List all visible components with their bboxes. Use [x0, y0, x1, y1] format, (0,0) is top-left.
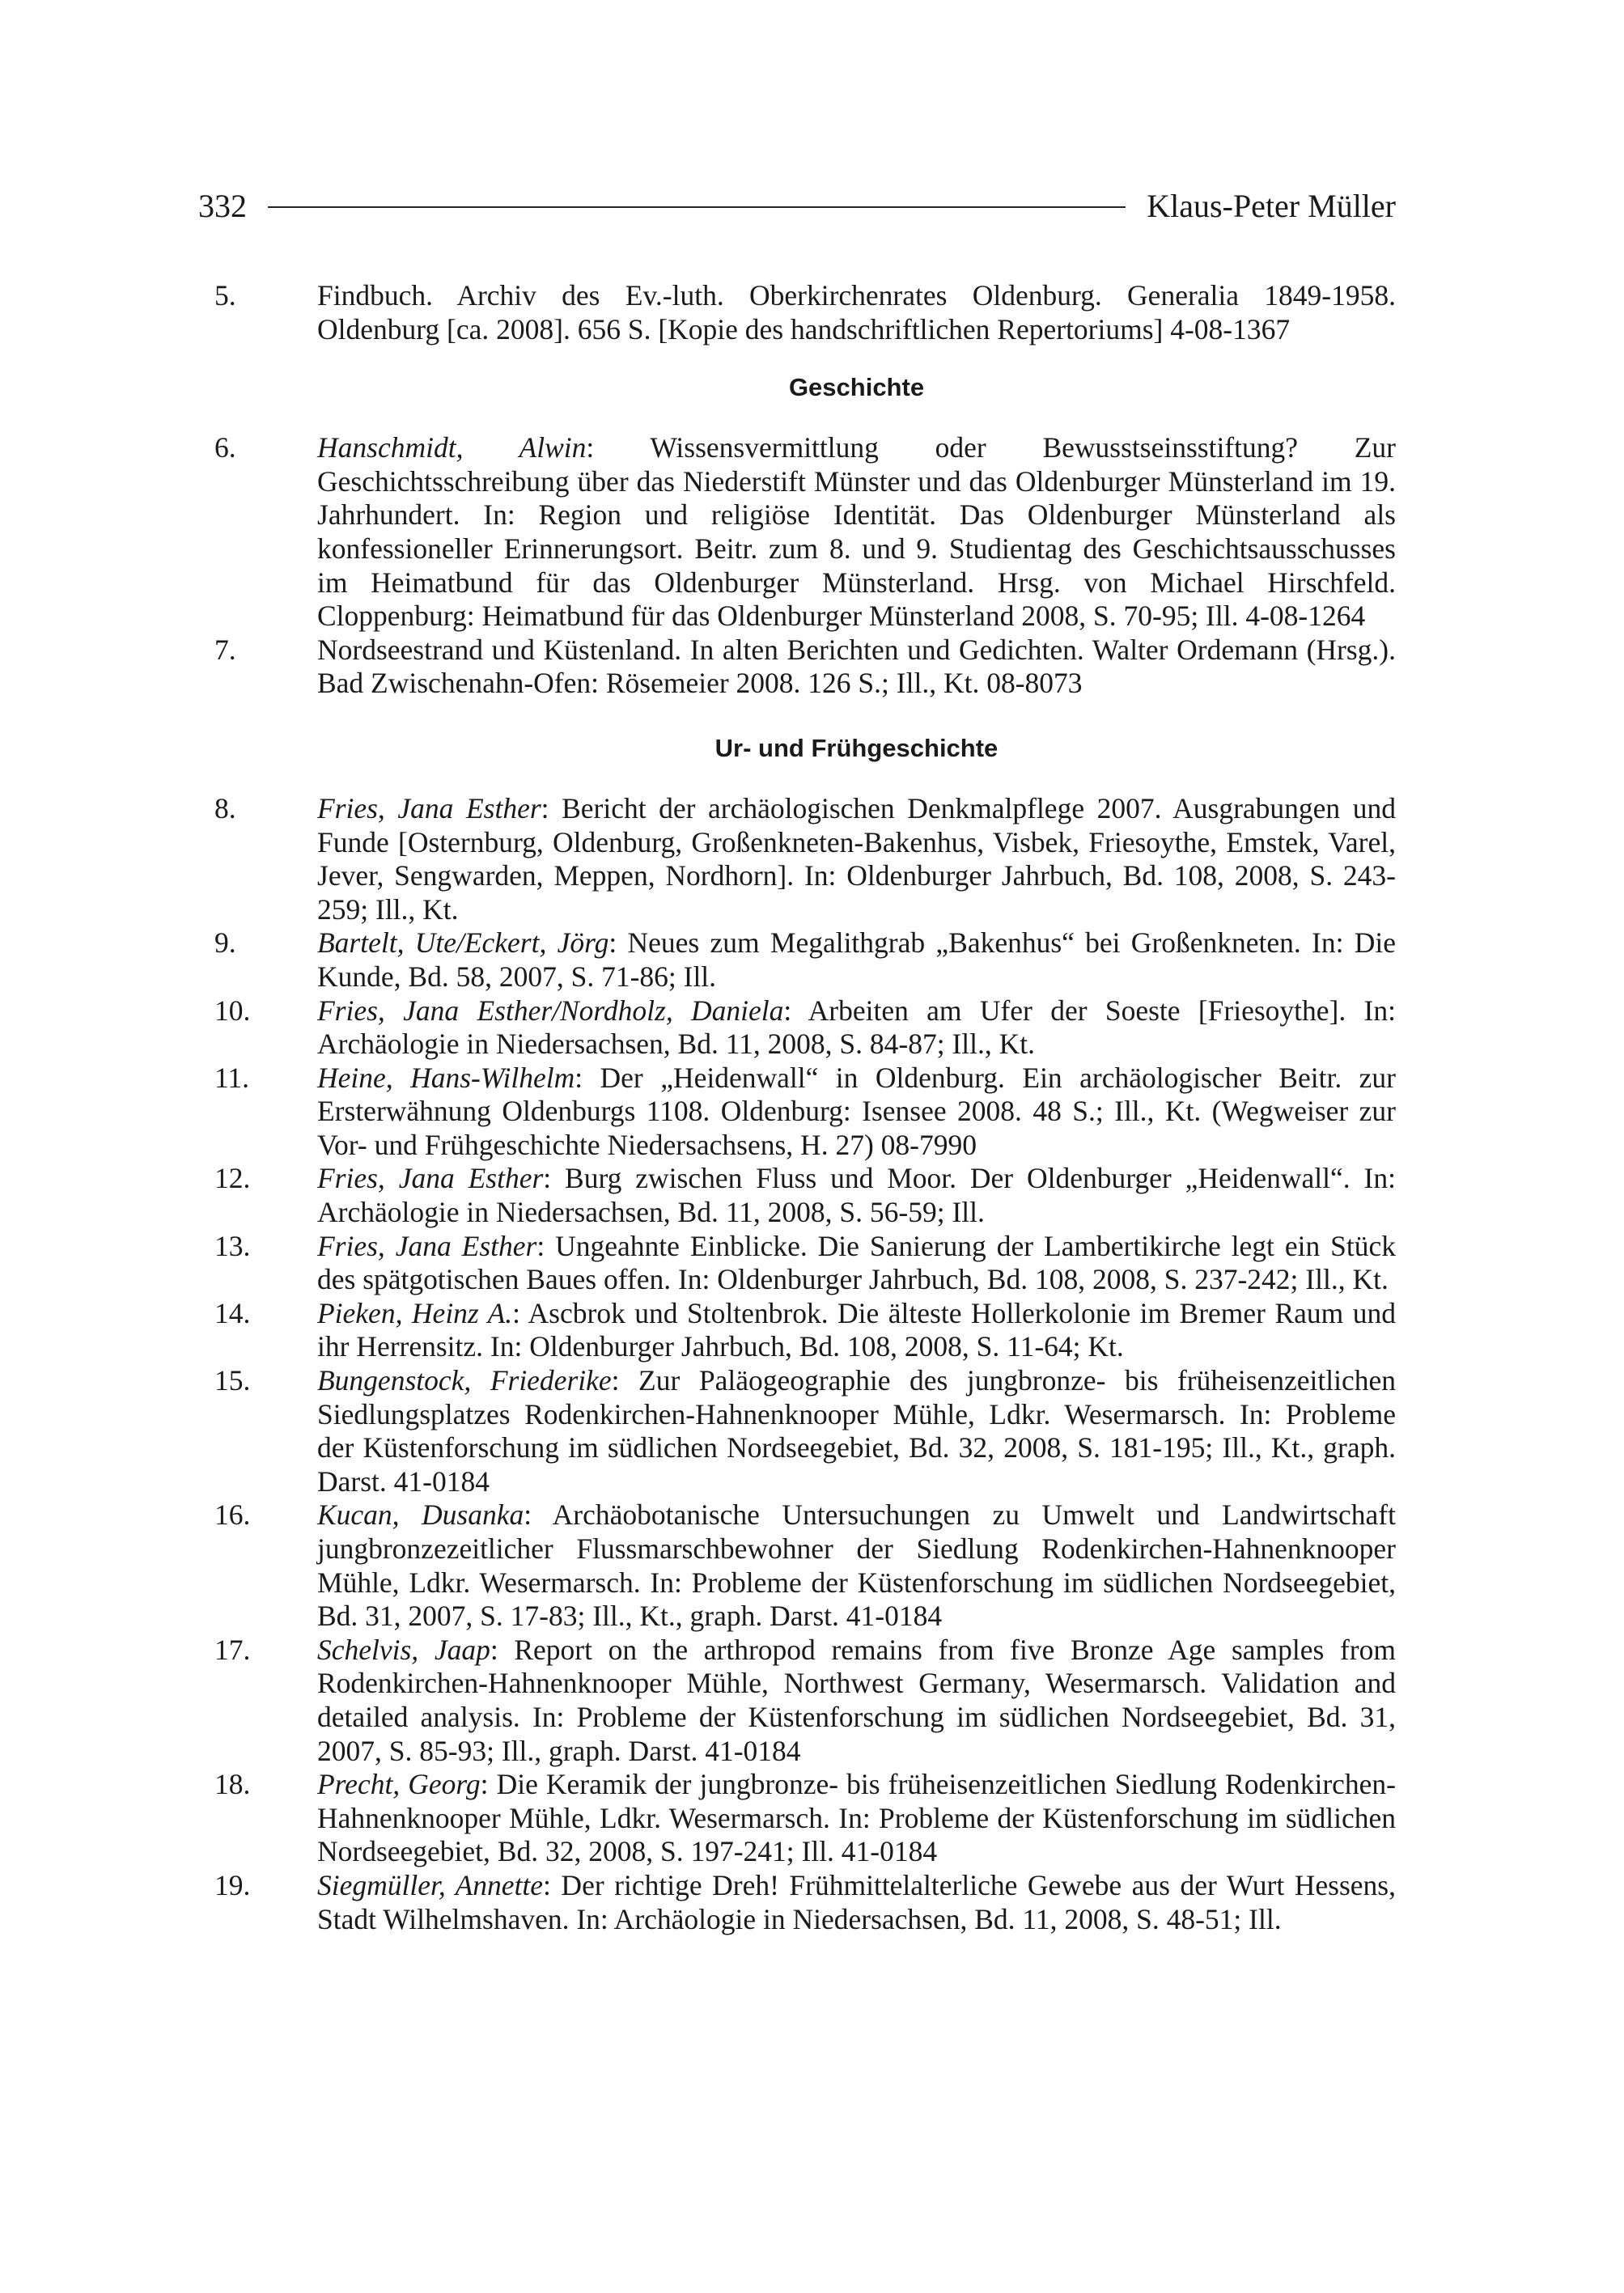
section-heading-ur-und-fruehgeschichte: Ur- und Frühgeschichte: [714, 733, 999, 762]
entry-author: Pieken, Heinz A.: [317, 1296, 513, 1329]
running-title: Klaus-Peter Müller: [1147, 187, 1396, 224]
entry-author: Fries, Jana Esther: [317, 791, 541, 824]
section-heading-geschichte: Geschichte: [788, 373, 925, 402]
entry-text: [317, 1297, 1396, 1364]
entry-author: Fries, Jana Esther: [317, 1162, 544, 1195]
entry-number: 15.: [214, 1364, 251, 1397]
bibliography-entry: [214, 1768, 1396, 1869]
header-rule: [268, 206, 1126, 208]
entry-reference: Nordseestrand und Küstenland. In alten Berichten und Gedichten. Walter Ordemann (Hrsg.). Bad Zwischenahn-Ofen: Rösemeier 2008. 126 S.; Ill., Kt. 08-8073: [317, 633, 1396, 700]
entry-text: [317, 1162, 1396, 1229]
entry-reference: : Arbeiten am Ufer der Soeste [Friesoythe]. In: Archäologie in Niedersachsen, Bd. 11, 2008, S. 84-87; Ill., Kt.: [317, 994, 1396, 1061]
entry-reference: : Archäobotanische Untersuchungen zu Umwelt und Landwirtschaft jungbronzezeitlicher Flussmarschbewohner der Siedlung Rodenkirchen-Hahnenknooper Mühle, Ldkr. Wesermarsch. In: Probleme der Küstenforschung im südlichen Nordseegebiet, Bd. 31, 2007, S. 17-83; Ill., Kt., graph. Darst. 41-0184: [317, 1498, 1396, 1633]
entry-text: [317, 1869, 1396, 1936]
entry-number: 8.: [214, 791, 236, 824]
entry-author: Heine, Hans-Wilhelm: [317, 1061, 575, 1094]
entry-text: [317, 1062, 1396, 1163]
entry-number: 19.: [214, 1868, 251, 1901]
entry-number: 13.: [214, 1229, 251, 1262]
bibliography-entry: [214, 792, 1396, 926]
bibliography-entry: [214, 1634, 1396, 1768]
bibliography-entry: [214, 1869, 1396, 1936]
entry-text: [317, 279, 1396, 346]
entry-reference: : Ungeahnte Einblicke. Die Sanierung der Lambertikirche legt ein Stück des spätgotischen Baues offen. In: Oldenburger Jahrbuch, Bd. 108, 2008, S. 237-242; Ill., Kt.: [317, 1229, 1396, 1296]
entry-number: 17.: [214, 1633, 251, 1666]
entry-author: Bartelt, Ute/Eckert, Jörg: [317, 926, 609, 960]
entry-reference: : Der richtige Dreh! Frühmittelalterliche Gewebe aus der Wurt Hessens, Stadt Wilhelmshaven. In: Archäologie in Niedersachsen, Bd. 11, 2008, S. 48-51; Ill.: [317, 1868, 1396, 1935]
bibliography-entry: [214, 1162, 1396, 1229]
bibliography-entry: [214, 1297, 1396, 1364]
entry-author: Fries, Jana Esther/Nordholz, Daniela: [317, 994, 784, 1027]
page-number: 332: [198, 187, 247, 224]
bibliography-entry: [214, 1062, 1396, 1163]
entry-reference: : Wissensvermittlung oder Bewusstseinsstiftung? Zur Geschichtsschreibung über das Niederstift Münster und das Oldenburger Münsterland im 19. Jahrhundert. In: Region und religiöse Identität. Das Oldenburger Münsterland als konfessioneller Erinnerungsort. Beitr. zum 8. und 9. Studientag des Geschichtsausschusses im Heimatbund für das Oldenburger Münsterland. Hrsg. von Michael Hirschfeld. Cloppenburg: Heimatbund für das Oldenburger Münsterland 2008, S. 70-95; Ill. 4-08-1264: [317, 431, 1396, 633]
bibliography-entry: [214, 1498, 1396, 1633]
entry-reference: : Der „Heidenwall“ in Oldenburg. Ein archäologischer Beitr. zur Ersterwähnung Oldenburgs 1108. Oldenburg: Isensee 2008. 48 S.; Ill., Kt. (Wegweiser zur Vor- und Frühgeschichte Niedersachsens, H. 27) 08-7990: [317, 1061, 1396, 1161]
bibliography-entry: [214, 926, 1396, 994]
entry-number: 18.: [214, 1768, 251, 1801]
entry-number: 6.: [214, 431, 236, 464]
bibliography-entry: [214, 994, 1396, 1062]
entry-reference: : Neues zum Megalithgrab „Bakenhus“ bei Großenkneten. In: Die Kunde, Bd. 58, 2007, S. 71-86; Ill.: [317, 926, 1396, 993]
entry-reference: : Die Keramik der jungbronze- bis früheisenzeitlichen Siedlung Rodenkirchen-Hahnenknooper Mühle, Ldkr. Wesermarsch. In: Probleme der Küstenforschung im südlichen Nordseegebiet, Bd. 32, 2008, S. 197-241; Ill. 41-0184: [317, 1768, 1396, 1868]
entry-author: Hanschmidt, Alwin: [317, 431, 587, 464]
entry-text: [317, 926, 1396, 994]
entry-text: [317, 1634, 1396, 1768]
entry-author: Schelvis, Jaap: [317, 1633, 490, 1666]
entry-text: [317, 1364, 1396, 1498]
entry-author: Siegmüller, Annette: [317, 1868, 544, 1901]
entry-number: 12.: [214, 1162, 251, 1195]
entry-author: Precht, Georg: [317, 1768, 481, 1801]
bibliography-entry: [214, 634, 1396, 701]
entry-text: [317, 1230, 1396, 1297]
entry-number: 14.: [214, 1296, 251, 1329]
entry-text: [317, 431, 1396, 634]
bibliography-entry: [214, 431, 1396, 634]
bibliography-entry: [214, 1230, 1396, 1297]
bibliography-entry: [214, 279, 1396, 346]
entry-number: 10.: [214, 994, 251, 1027]
entry-number: 5.: [214, 279, 236, 312]
entry-reference: : Bericht der archäologischen Denkmalpflege 2007. Ausgrabungen und Funde [Osternburg, Oldenburg, Großenkneten-Bakenhus, Visbek, Friesoythe, Emstek, Varel, Jever, Sengwarden, Meppen, Nordhorn]. In: Oldenburger Jahrbuch, Bd. 108, 2008, S. 243-259; Ill., Kt.: [317, 791, 1396, 926]
entry-reference: : Ascbrok und Stoltenbrok. Die älteste Hollerkolonie im Bremer Raum und ihr Herrensitz. In: Oldenburger Jahrbuch, Bd. 108, 2008, S. 11-64; Kt.: [317, 1296, 1396, 1363]
entry-number: 11.: [214, 1061, 250, 1094]
running-header: [198, 181, 1396, 230]
entry-text: [317, 994, 1396, 1062]
entry-author: Fries, Jana Esther: [317, 1229, 537, 1262]
entry-number: 9.: [214, 926, 236, 960]
entry-text: [317, 1768, 1396, 1869]
bibliography: [214, 279, 1396, 1936]
entry-number: 16.: [214, 1498, 251, 1532]
entry-number: 7.: [214, 633, 236, 666]
entry-reference: : Zur Paläogeographie des jungbronze- bis früheisenzeitlichen Siedlungsplatzes Rodenkirchen-Hahnenknooper Mühle, Ldkr. Wesermarsch. In: Probleme der Küstenforschung im südlichen Nordseegebiet, Bd. 32, 2008, S. 181-195; Ill., Kt., graph. Darst. 41-0184: [317, 1364, 1397, 1498]
entry-text: [317, 634, 1396, 701]
entry-reference: : Burg zwischen Fluss und Moor. Der Oldenburger „Heidenwall“. In: Archäologie in Niedersachsen, Bd. 11, 2008, S. 56-59; Ill.: [317, 1162, 1396, 1229]
entry-reference: Findbuch. Archiv des Ev.-luth. Oberkirchenrates Oldenburg. Generalia 1849-1958. Oldenburg [ca. 2008]. 656 S. [Kopie des handschriftlichen Repertoriums] 4-08-1367: [317, 279, 1396, 345]
entry-reference: : Report on the arthropod remains from five Bronze Age samples from Rodenkirchen-Hahnenknooper Mühle, Northwest Germany, Wesermarsch. Validation and detailed analysis. In: Probleme der Küstenforschung im südlichen Nordseegebiet, Bd. 31, 2007, S. 85-93; Ill., graph. Darst. 41-0184: [317, 1633, 1396, 1767]
entry-text: [317, 1498, 1396, 1633]
bibliography-entry: [214, 1364, 1396, 1498]
entry-author: Kucan, Dusanka: [317, 1498, 524, 1532]
entry-author: Bungenstock, Friederike: [317, 1364, 612, 1397]
entry-text: [317, 792, 1396, 926]
